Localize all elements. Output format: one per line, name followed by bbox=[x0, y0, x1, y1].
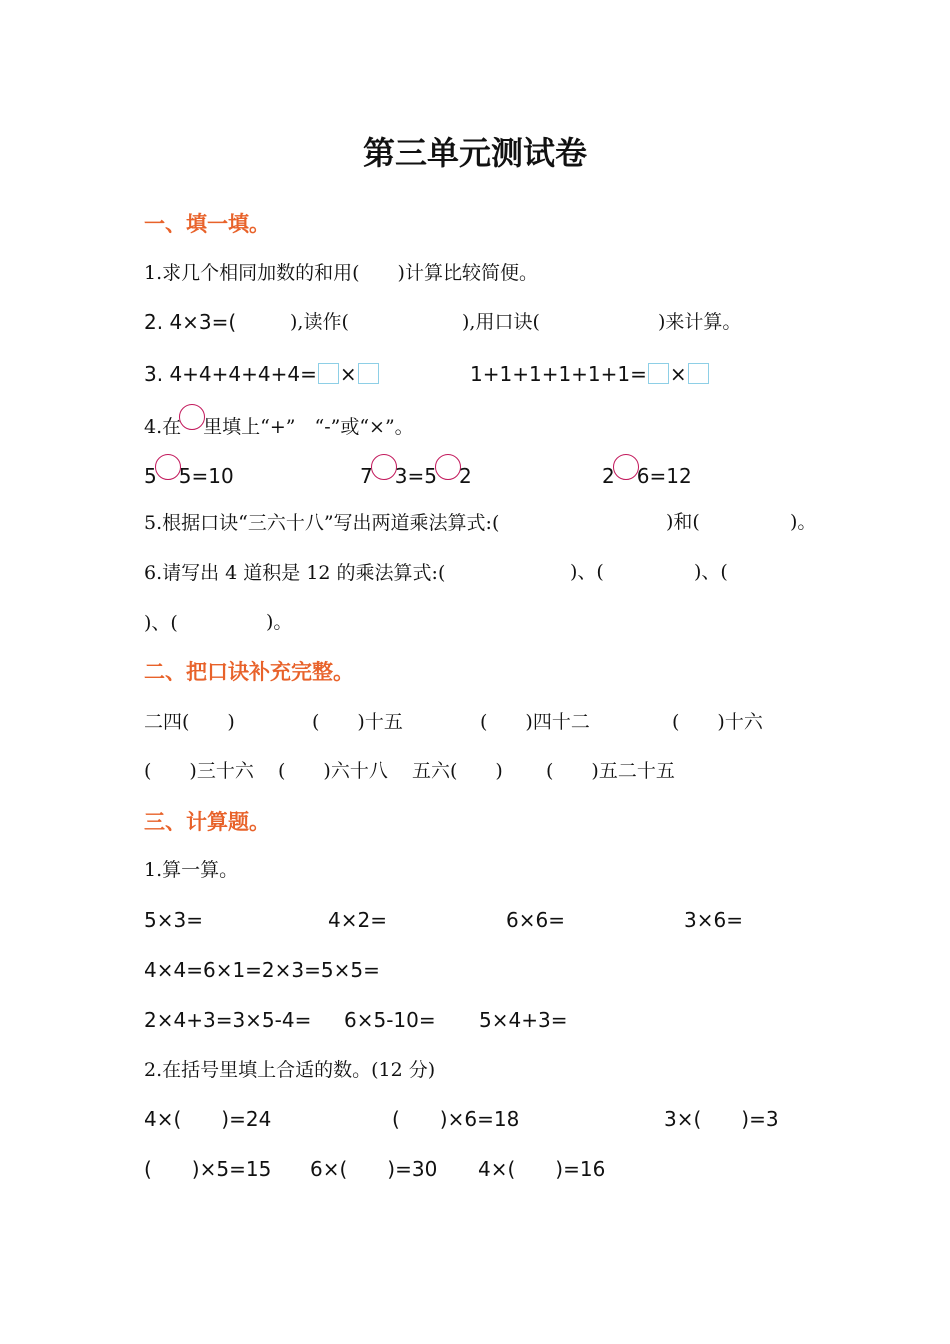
mnemonic-item: ( )三十六 bbox=[144, 760, 254, 782]
q1-2-part-a: 2. 4×3=( bbox=[144, 310, 237, 334]
calc-item: 6×6= bbox=[506, 908, 565, 932]
eq1-right: 5=10 bbox=[178, 464, 234, 488]
calc-row-3 bbox=[144, 1006, 568, 1034]
calc-item: 5×4+3= bbox=[479, 1008, 568, 1032]
q1-4-part-b: 里填上“+” “-”或“×”。 bbox=[203, 416, 414, 438]
fill-item: ( )×5=15 bbox=[144, 1157, 272, 1181]
eq1-left: 5 bbox=[144, 464, 157, 488]
calc-item: 6×5-10= bbox=[344, 1008, 436, 1032]
question-1-4-equations bbox=[144, 454, 692, 490]
eq2 bbox=[360, 454, 472, 490]
page-title: 第三单元测试卷 bbox=[362, 134, 587, 172]
q1-1-text: 1.求几个相同加数的和用( )计算比较简便。 bbox=[144, 262, 538, 284]
fill-row-1 bbox=[144, 1105, 779, 1133]
eq3 bbox=[602, 454, 692, 490]
mnemonic-item: 五六( ) bbox=[412, 760, 503, 782]
answer-circle[interactable] bbox=[155, 454, 181, 480]
answer-circle[interactable] bbox=[613, 454, 639, 480]
mnemonic-row-1 bbox=[144, 708, 763, 736]
mnemonic-item: ( )五二十五 bbox=[546, 760, 675, 782]
answer-box[interactable] bbox=[648, 363, 669, 384]
question-1-1 bbox=[144, 258, 538, 287]
answer-box[interactable] bbox=[688, 363, 709, 384]
fill-row-2 bbox=[144, 1155, 606, 1183]
question-1-2 bbox=[144, 308, 742, 336]
q1-6-part-b: )、( bbox=[570, 561, 604, 583]
q1-5-part-b: )和( bbox=[666, 511, 700, 533]
q1-2-part-c: ),用口诀( bbox=[462, 311, 540, 333]
calc-item: 2×4+3=3×5-4= bbox=[144, 1008, 312, 1032]
q1-6b-part-b: )。 bbox=[266, 611, 293, 633]
mnemonic-item: 二四( ) bbox=[144, 711, 235, 733]
calc-row-1 bbox=[144, 906, 743, 934]
fill-item: ( )×6=18 bbox=[392, 1107, 520, 1131]
q1-6-part-a: 6.请写出 4 道积是 12 的乘法算式:( bbox=[144, 562, 446, 584]
q1-3-expr-a: 3. 4+4+4+4+4= bbox=[144, 362, 317, 386]
fill-item: 4×( )=24 bbox=[144, 1107, 272, 1131]
q1-5-part-a: 5.根据口诀“三六十八”写出两道乘法算式:( bbox=[144, 512, 500, 534]
answer-circle[interactable] bbox=[435, 454, 461, 480]
answer-circle[interactable] bbox=[179, 404, 205, 430]
mnemonic-item: ( )四十二 bbox=[480, 711, 590, 733]
times-sign: × bbox=[669, 362, 687, 386]
question-1-4 bbox=[144, 404, 414, 441]
answer-circle[interactable] bbox=[371, 454, 397, 480]
question-3-2 bbox=[144, 1055, 435, 1084]
q1-2-part-d: )来计算。 bbox=[658, 311, 742, 333]
question-1-6-continued bbox=[144, 608, 293, 637]
q1-3-expr-b: 1+1+1+1+1+1= bbox=[470, 362, 647, 386]
fill-item: 3×( )=3 bbox=[664, 1107, 779, 1131]
eq3-a: 2 bbox=[602, 464, 615, 488]
mnemonic-item: ( )十五 bbox=[312, 711, 403, 733]
times-sign: × bbox=[339, 362, 357, 386]
eq2-c: 2 bbox=[458, 464, 472, 488]
mnemonic-item: ( )十六 bbox=[672, 711, 763, 733]
calc-item: 5×3= bbox=[144, 908, 203, 932]
eq2-a: 7 bbox=[360, 464, 373, 488]
mnemonic-item: ( )六十八 bbox=[278, 760, 388, 782]
q1-4-part-a: 4.在 bbox=[144, 416, 182, 438]
mnemonic-row-2 bbox=[144, 757, 675, 785]
section-2-heading: 二、把口诀补充完整。 bbox=[144, 660, 354, 684]
question-1-5 bbox=[144, 508, 817, 537]
eq3-b: 6=12 bbox=[636, 464, 692, 488]
answer-box[interactable] bbox=[318, 363, 339, 384]
question-1-6 bbox=[144, 558, 728, 587]
section-3-heading: 三、计算题。 bbox=[144, 810, 270, 834]
q3-2-text: 2.在括号里填上合适的数。(12 分) bbox=[144, 1059, 436, 1081]
answer-box[interactable] bbox=[358, 363, 379, 384]
q1-2-part-b: ),读作( bbox=[290, 311, 349, 333]
question-1-3 bbox=[144, 360, 687, 388]
eq2-b: 3=5 bbox=[394, 464, 437, 488]
calc-row-2: 4×4=6×1=2×3=5×5= bbox=[144, 958, 380, 982]
q1-3-expr-b-group bbox=[470, 360, 710, 388]
calc-item: 4×2= bbox=[328, 908, 387, 932]
question-3-1: 1.算一算。 bbox=[144, 859, 239, 881]
q1-5-part-c: )。 bbox=[790, 511, 817, 533]
fill-item: 6×( )=30 bbox=[310, 1157, 438, 1181]
section-1-heading: 一、填一填。 bbox=[144, 212, 270, 236]
q1-6b-part-a: )、( bbox=[144, 612, 178, 634]
fill-item: 4×( )=16 bbox=[478, 1157, 606, 1181]
q1-6-part-c: )、( bbox=[694, 561, 728, 583]
calc-item: 3×6= bbox=[684, 908, 743, 932]
